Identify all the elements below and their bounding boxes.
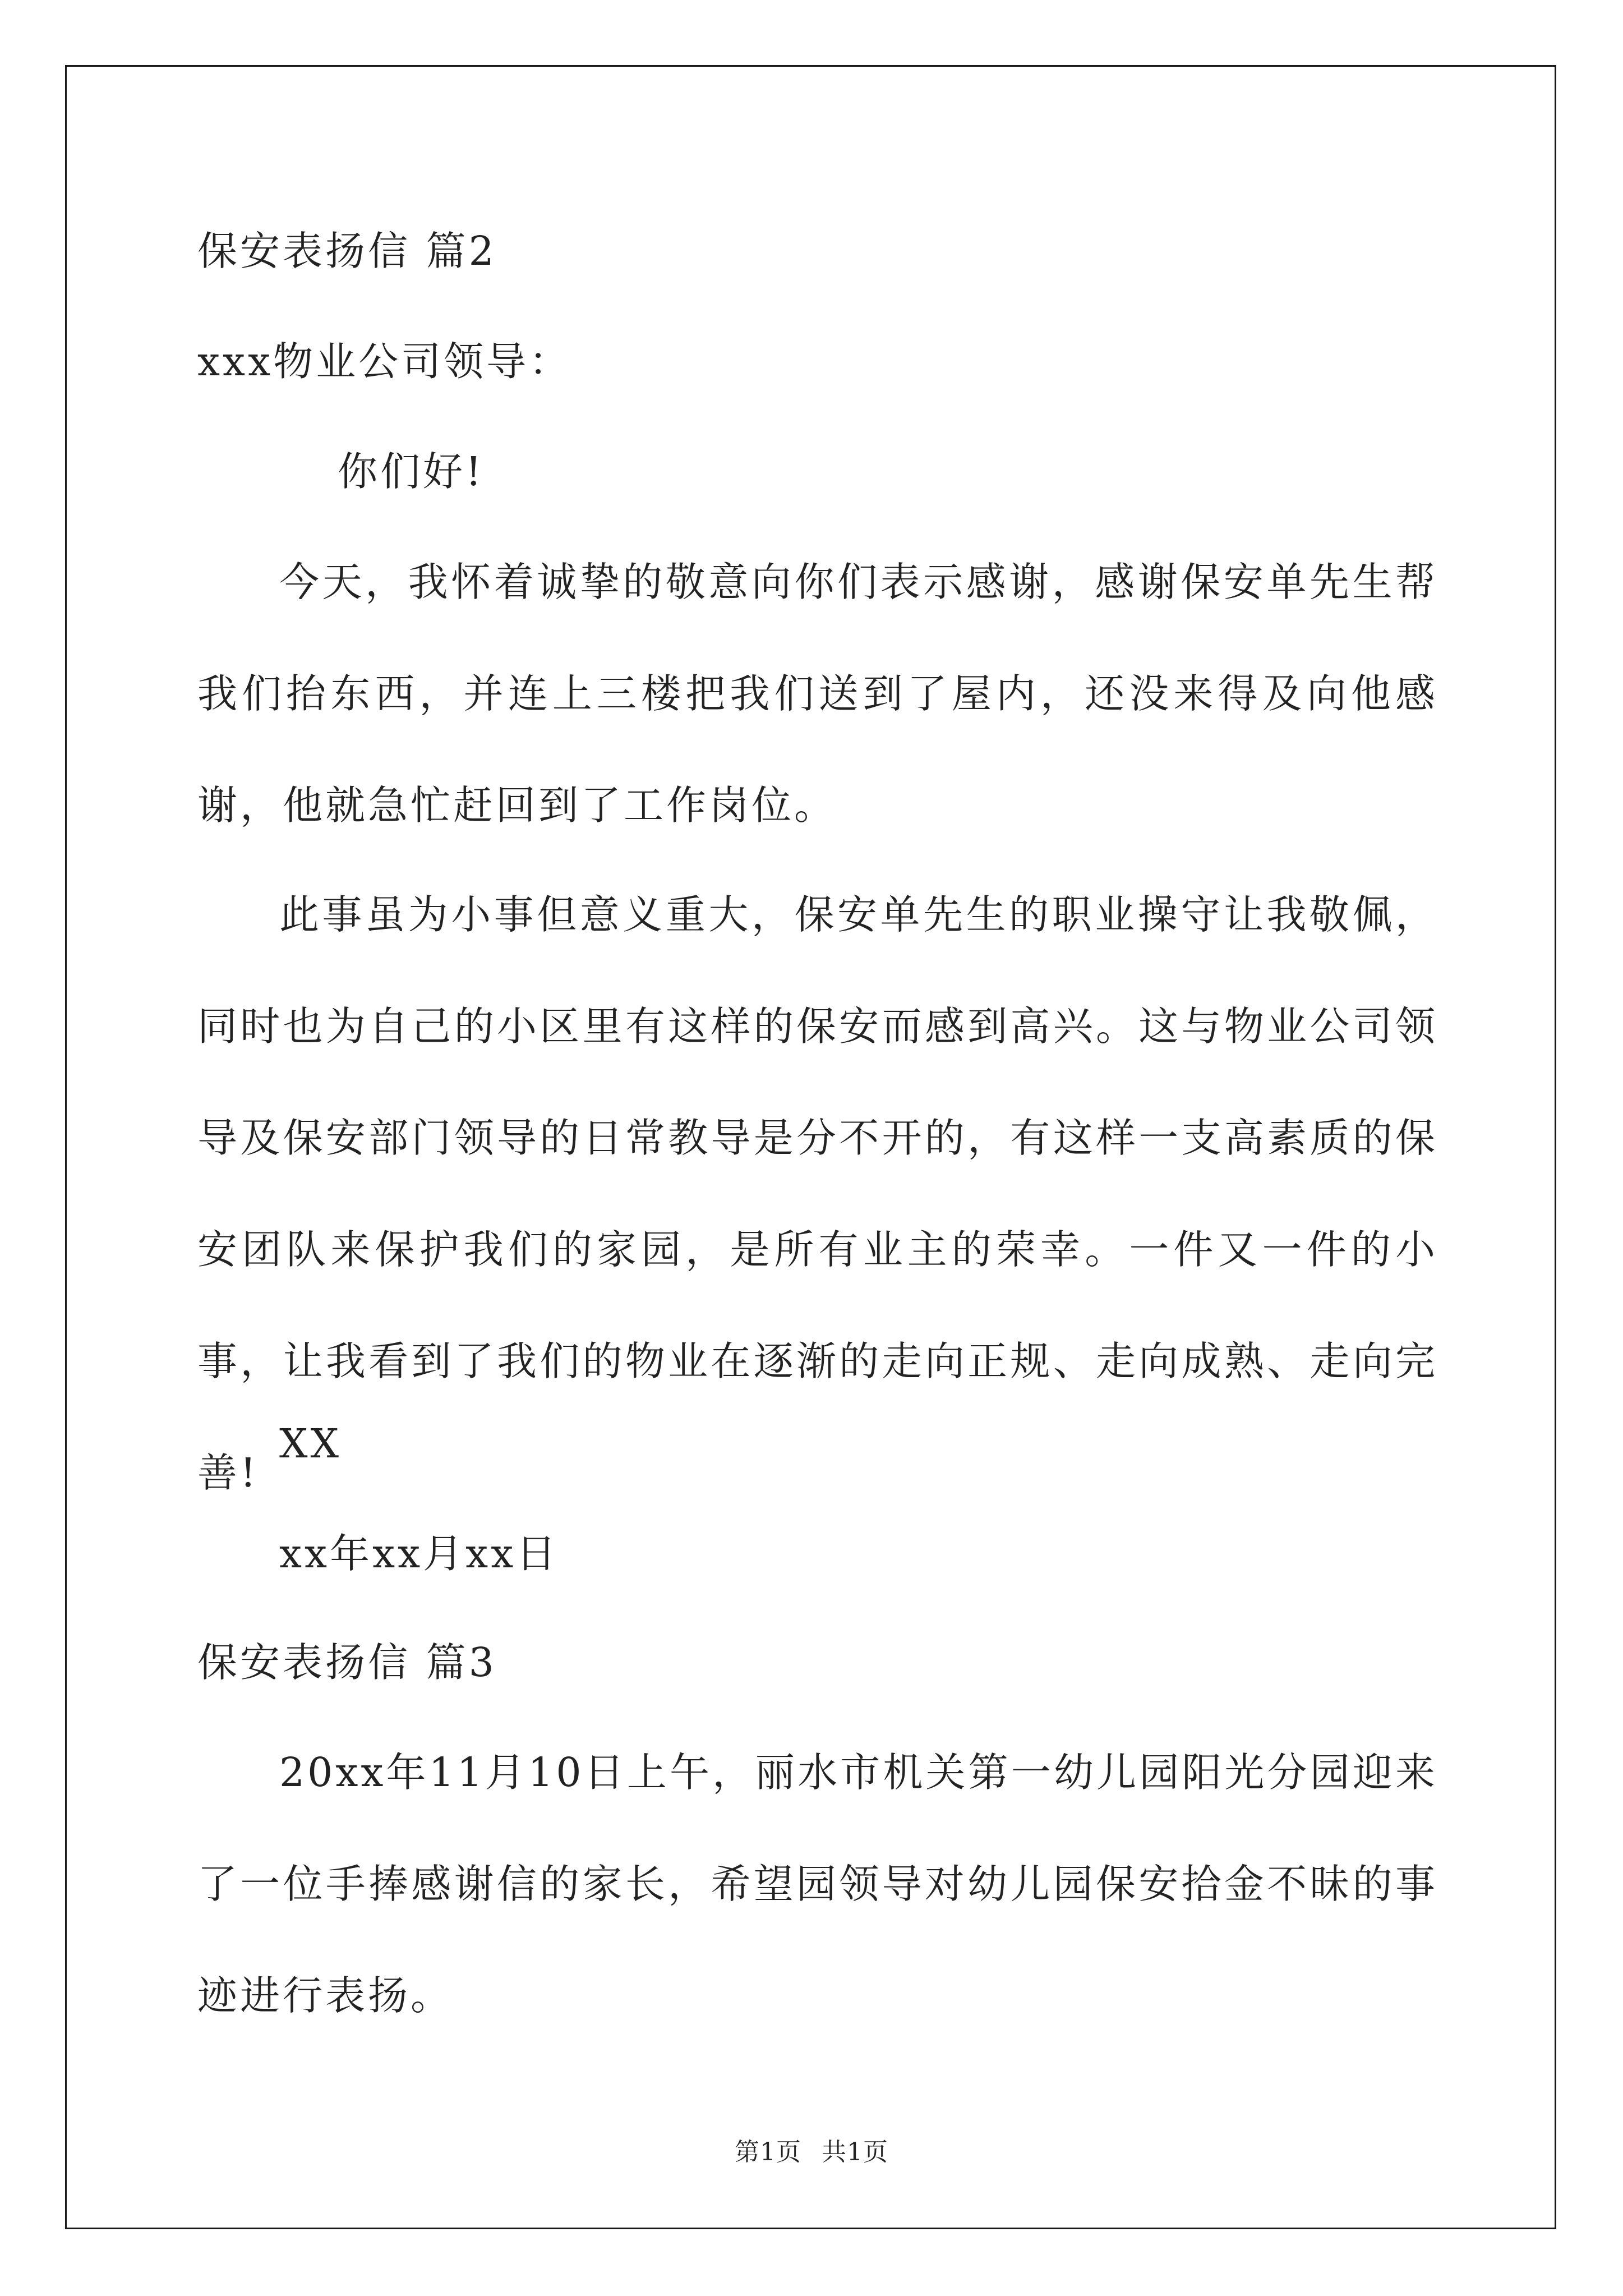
section-heading: 保安表扬信 篇3 — [197, 1639, 497, 1686]
section-heading: 保安表扬信 篇2 — [197, 228, 497, 274]
letter-salutation: xxx物业公司领导： — [197, 338, 572, 385]
page-total: 共1页 — [822, 2138, 888, 2166]
letter-greeting: 你们好! — [338, 448, 485, 495]
page-number: 第1页 — [735, 2138, 801, 2166]
letter-paragraph: 今天，我怀着诚挚的敬意向你们表示感谢，感谢保安单先生帮我们抬东西，并连上三楼把我们送到了屋内，还没来得及向他感谢，他就急忙赶回到了工作岗位。 — [197, 559, 1438, 829]
letter-date: xx年xx月xx日 — [279, 1530, 559, 1577]
letter-paragraph: 20xx年11月10日上午，丽水市机关第一幼儿园阳光分园迎来了一位手捧感谢信的家长，希望园领导对幼儿园保安拾金不昧的事迹进行表扬。 — [197, 1749, 1438, 2019]
page-footer — [0, 2132, 1623, 2168]
letter-signature: XX — [279, 1420, 342, 1467]
letter-paragraph: 此事虽为小事但意义重大，保安单先生的职业操守让我敬佩，同时也为自己的小区里有这样的保安而感到高兴。这与物业公司领导及保安部门领导的日常教导是分不开的，有这样一支高素质的保安团队来保护我们的家园，是所有业主的荣幸。一件又一件的小事，让我看到了我们的物业在逐渐的走向正规、走向成熟、走向完善! — [197, 891, 1438, 1496]
